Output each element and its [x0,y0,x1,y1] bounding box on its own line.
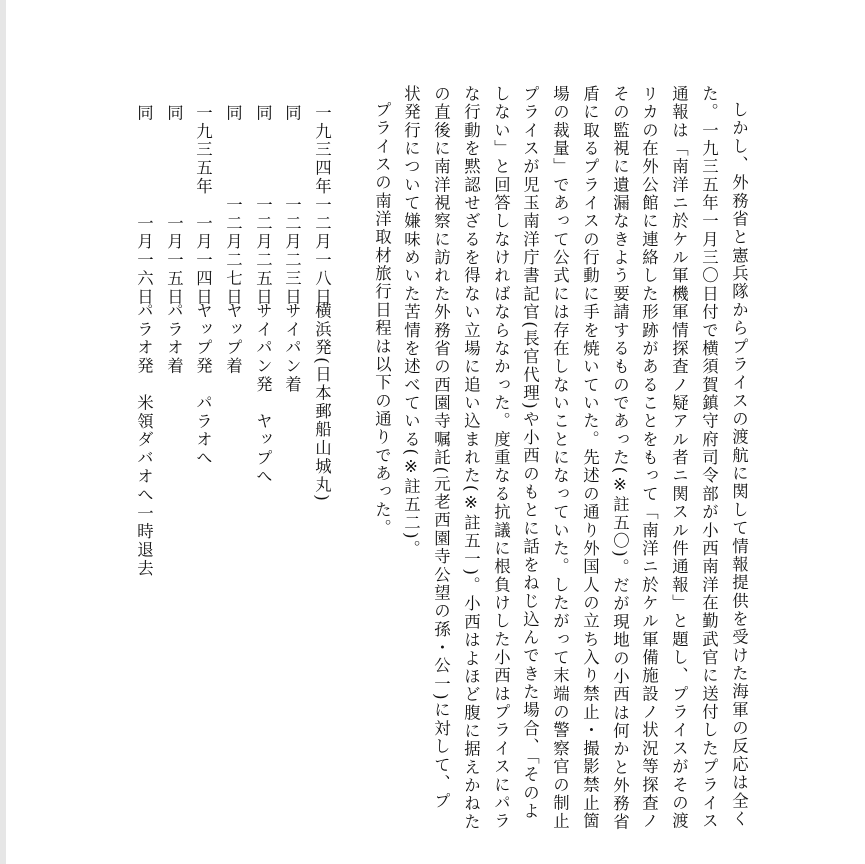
itinerary-event: ヤップ発 パラオへ [193,302,213,468]
paragraph-line: の直後に南洋視察に訪れた外務省の西園寺嘱託(元老西園寺公望の孫・公一)に対して、プ [431,85,451,811]
itinerary-date: 同 一月一六日 [134,104,154,307]
paragraph-line: 盾に取るプライスの行動に手を焼いていた。先述の通り外国人の立ち入り禁止・撮影禁止箇 [580,85,600,831]
paragraph-line: リカの在外公館に連絡した形跡があることをもって「南洋ニ於ケル軍備施設ノ状況等探査ノ [639,85,659,831]
paragraph-line: しない」と回答しなければならなかった。度重なる抗議に根負けした小西はプライスにパラ [491,85,511,831]
itinerary-date: 同 一月一五日 [164,104,184,307]
paragraph-line: た。一九三五年一月三〇日付で横須賀鎮守府司令部が小西南洋在勤武官に送付したプライス [699,85,719,831]
document-page [6,0,865,864]
itinerary-event: サイパン着 [282,302,302,394]
itinerary-event: パラオ着 [164,302,184,376]
itinerary-date: 一九三四年一二月一八日 [312,104,332,307]
itinerary-date: 一九三五年 一月一四日 [193,104,213,307]
paragraph-line: プライスが児玉南洋庁書記官(長官代理)や小西のもとに話をねじ込んできた場合、「そのよ [520,85,540,821]
itinerary-date: 同 一二月二五日 [253,104,273,307]
itinerary-event: パラオ発 米領ダバオへ一時退去 [134,302,154,578]
paragraph-line: プライスの南洋取材旅行日程は以下の通りであった。 [372,101,392,538]
itinerary-event: 横浜発(日本郵船山城丸) [312,302,332,503]
paragraph-line: 通報は「南洋ニ於ケル軍機軍情探査ノ疑アル者ニ関スル件通報」と題し、プライスがその渡 [669,85,689,831]
paragraph-line: 状発行について嫌味めいた苦情を述べている(※註五二)。 [401,85,421,559]
paragraph-line: その監視に遺漏なきよう要請するものであった(※註五〇)。だが現地の小西は何かと外務省 [610,85,630,832]
itinerary-event: サイパン発 ヤップへ [253,302,273,486]
paragraph-line: しかし、外務省と憲兵隊からプライスの渡航に関して情報提供を受けた海軍の反応は全く [729,101,749,829]
itinerary-date: 同 一二月二三日 [282,104,302,307]
paragraph-line: 場の裁量」であって公式には存在しないことになっていた。したがって末端の警察官の制止 [550,85,570,831]
itinerary-date: 同 一二月二七日 [223,104,243,307]
paragraph-line: な行動を黙認せざるを得ない立場に追い込まれた(※註五一)。小西はよほど腹に据えかねた [461,85,481,832]
itinerary-event: ヤップ着 [223,302,243,376]
